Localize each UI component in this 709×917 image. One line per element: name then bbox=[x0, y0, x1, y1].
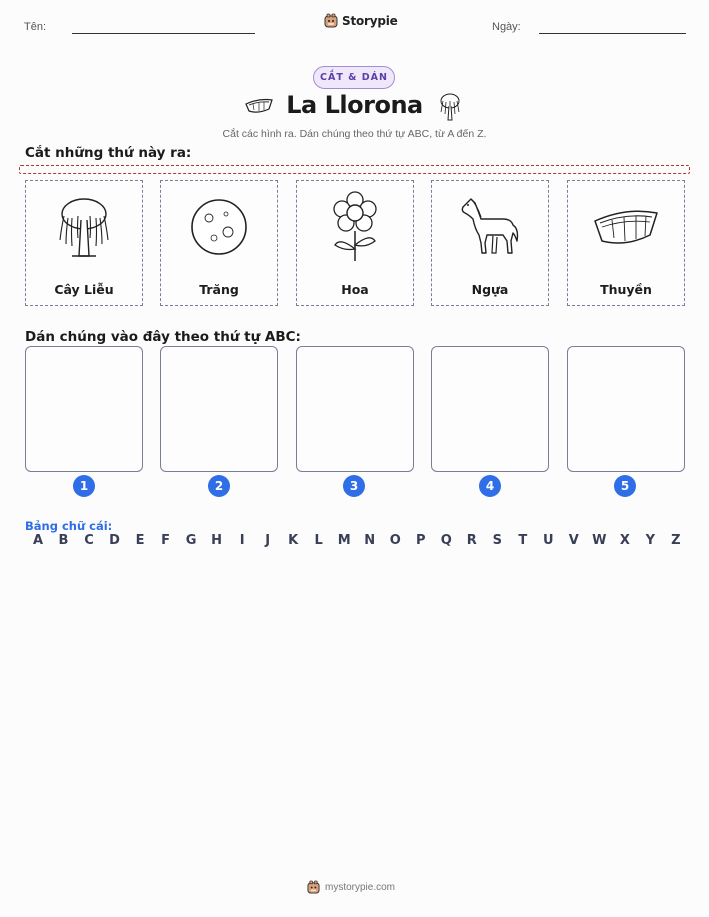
paste-slot-1[interactable] bbox=[25, 346, 143, 472]
alphabet-letter: J bbox=[265, 533, 271, 548]
paste-slot-4[interactable] bbox=[431, 346, 549, 472]
cutout-card-willow[interactable] bbox=[25, 180, 143, 306]
card-label: Thuyền bbox=[600, 282, 652, 297]
alphabet-letter: K bbox=[288, 533, 299, 548]
alphabet-letter: M bbox=[337, 533, 351, 548]
alphabet-row bbox=[30, 533, 684, 548]
cutout-card-horse[interactable] bbox=[431, 180, 549, 306]
card-label: Trăng bbox=[199, 282, 239, 297]
alphabet-letter: C bbox=[84, 533, 94, 548]
willow-tree-icon bbox=[26, 189, 142, 265]
name-label: Tên: bbox=[24, 21, 47, 33]
horse-icon bbox=[432, 189, 548, 265]
alphabet-heading: Bảng chữ cái: bbox=[25, 519, 113, 533]
cutout-card-flower[interactable] bbox=[296, 180, 414, 306]
slot-number-4: 4 bbox=[479, 475, 501, 497]
activity-badge: CẮT & DÁN bbox=[313, 66, 395, 89]
date-line[interactable] bbox=[539, 33, 686, 34]
alphabet-letter: B bbox=[58, 533, 69, 548]
alphabet-letter: X bbox=[619, 533, 630, 548]
brand-name: Storypie bbox=[342, 14, 398, 28]
alphabet-letter: P bbox=[415, 533, 426, 548]
name-line[interactable] bbox=[72, 33, 255, 34]
alphabet-letter: A bbox=[32, 533, 44, 548]
alphabet-letter: I bbox=[239, 533, 245, 548]
cutout-card-moon[interactable] bbox=[160, 180, 278, 306]
cut-guide-line bbox=[19, 165, 690, 174]
alphabet-letter: G bbox=[185, 533, 197, 548]
paste-heading: Dán chúng vào đây theo thứ tự ABC: bbox=[25, 329, 301, 345]
willow-small-icon bbox=[436, 92, 464, 126]
alphabet-letter: S bbox=[492, 533, 502, 548]
alphabet-letter: O bbox=[389, 533, 401, 548]
moon-icon bbox=[161, 189, 277, 265]
alphabet-letter: F bbox=[161, 533, 171, 548]
card-label: Hoa bbox=[341, 282, 369, 297]
alphabet-letter: W bbox=[592, 533, 607, 548]
date-label: Ngày: bbox=[492, 21, 521, 33]
instructions: Cắt các hình ra. Dán chúng theo thứ tự ABC, từ A đến Z. bbox=[222, 128, 487, 140]
alphabet-letter: T bbox=[518, 533, 528, 548]
alphabet-letter: H bbox=[211, 533, 223, 548]
page-title: La Llorona bbox=[286, 91, 423, 119]
cutout-card-boat[interactable] bbox=[567, 180, 685, 306]
alphabet-letter: Z bbox=[671, 533, 681, 548]
cut-heading: Cắt những thứ này ra: bbox=[25, 145, 192, 161]
alphabet-letter: N bbox=[364, 533, 376, 548]
boat-icon bbox=[568, 189, 684, 265]
card-label: Ngựa bbox=[471, 282, 509, 297]
storypie-mascot-icon bbox=[324, 13, 338, 29]
alphabet-letter: E bbox=[135, 533, 145, 548]
card-label: Cây Liễu bbox=[54, 282, 114, 297]
paste-slot-5[interactable] bbox=[567, 346, 685, 472]
footer bbox=[307, 880, 395, 895]
storypie-mascot-icon bbox=[307, 880, 320, 895]
brand-logo bbox=[324, 13, 398, 29]
alphabet-letter: L bbox=[314, 533, 323, 548]
slot-number-5: 5 bbox=[614, 475, 636, 497]
paste-slot-2[interactable] bbox=[160, 346, 278, 472]
alphabet-letter: V bbox=[568, 533, 579, 548]
alphabet-letter: D bbox=[109, 533, 120, 548]
alphabet-letter: U bbox=[543, 533, 554, 548]
slot-number-3: 3 bbox=[343, 475, 365, 497]
slot-number-1: 1 bbox=[73, 475, 95, 497]
alphabet-letter: R bbox=[466, 533, 477, 548]
paste-slot-3[interactable] bbox=[296, 346, 414, 472]
alphabet-letter: Q bbox=[440, 533, 452, 548]
alphabet-letter: Y bbox=[645, 533, 656, 548]
flower-icon bbox=[297, 189, 413, 265]
footer-url[interactable]: mystorypie.com bbox=[325, 882, 396, 893]
slot-number-2: 2 bbox=[208, 475, 230, 497]
